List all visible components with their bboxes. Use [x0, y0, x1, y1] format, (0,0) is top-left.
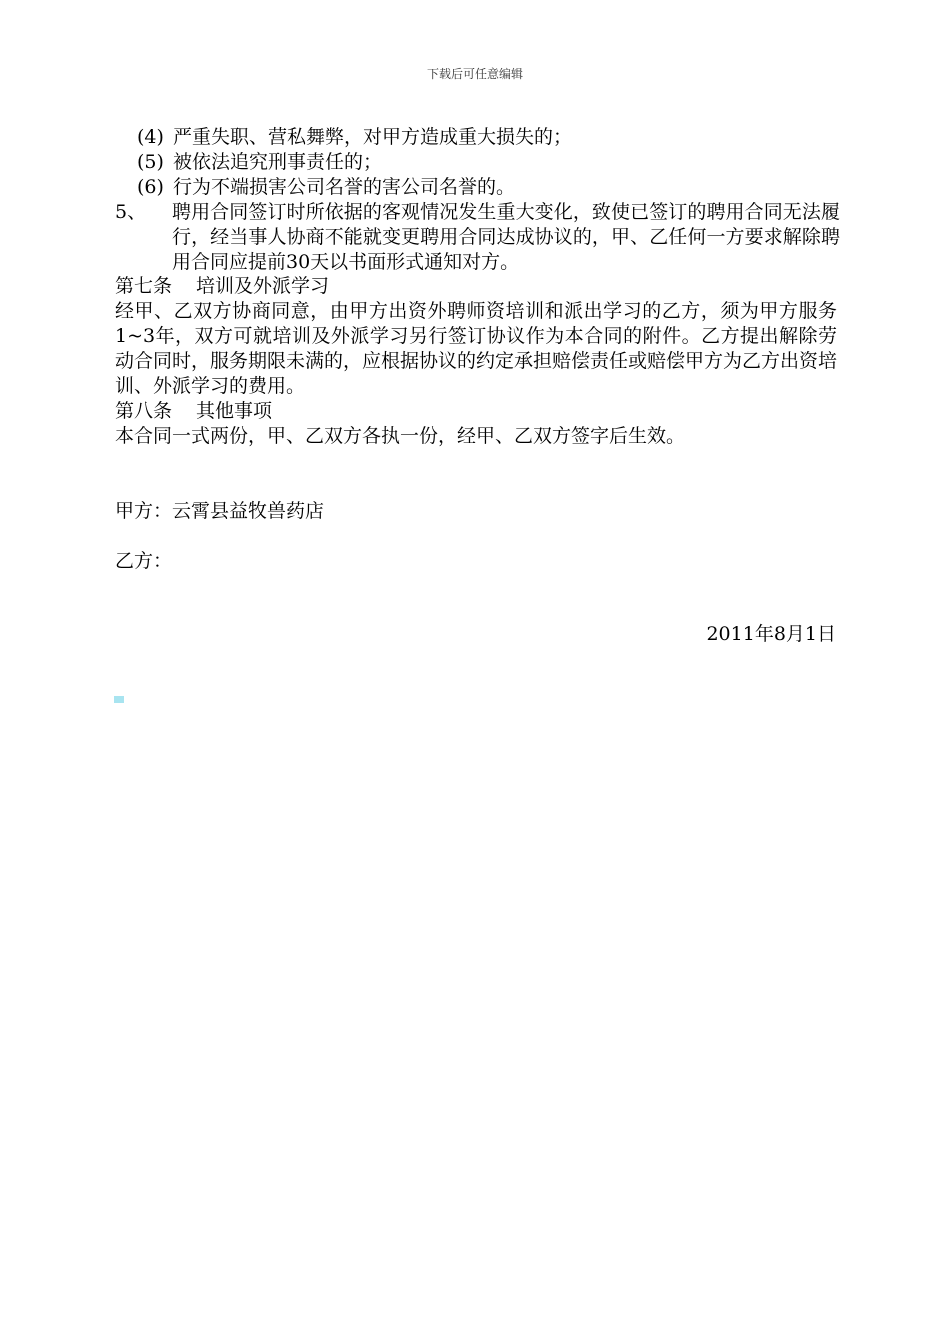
list-item	[137, 150, 382, 175]
list-item-text: 严重失职、营私舞弊，对甲方造成重大损失的；	[173, 126, 573, 148]
article7-body: 经甲、乙双方协商同意，由甲方出资外聘师资培训和派出学习的乙方，须为甲方服务1~3年，双方可就培训及外派学习另行签订协议作为本合同的附件。乙方提出解除劳动合同时，服务期限未满的，应根据协议的约定承担赔偿责任或赔偿甲方为乙方出资培训、外派学习的费用。	[115, 300, 838, 397]
article8-heading	[115, 399, 272, 424]
header-note: 下载后可任意编辑	[426, 67, 523, 81]
article7-heading-number: 第七条	[115, 275, 173, 297]
article8-heading-number: 第八条	[115, 400, 173, 422]
item5-text: 聘用合同签订时所依据的客观情况发生重大变化，致使已签订的聘用合同无法履行，经当事人协商不能就变更聘用合同达成协议的，甲、乙任何一方要求解除聘用合同应提前30天以书面形式通知对方。	[172, 201, 840, 273]
article7-heading-title: 培训及外派学习	[196, 275, 330, 297]
article8-body: 本合同一式两份，甲、乙双方各执一份，经甲、乙双方签字后生效。	[115, 425, 686, 447]
list-item-number: (5)	[137, 151, 164, 173]
list-item	[137, 175, 515, 200]
item5-number: 5、	[115, 201, 147, 223]
party-a-signature: 甲方：云霄县益牧兽药店	[115, 500, 325, 522]
list-item	[137, 125, 572, 150]
list-item-text: 被依法追究刑事责任的；	[173, 151, 383, 173]
cursor-marker	[114, 696, 124, 703]
party-b-signature: 乙方：	[115, 550, 173, 572]
list-item-number: (4)	[137, 126, 164, 148]
contract-date: 2011年8月1日	[706, 623, 836, 645]
article7-heading	[115, 274, 329, 299]
article8-heading-title: 其他事项	[196, 400, 273, 422]
list-item-text: 行为不端损害公司名誉的害公司名誉的。	[173, 176, 516, 198]
list-item-number: (6)	[137, 176, 164, 198]
